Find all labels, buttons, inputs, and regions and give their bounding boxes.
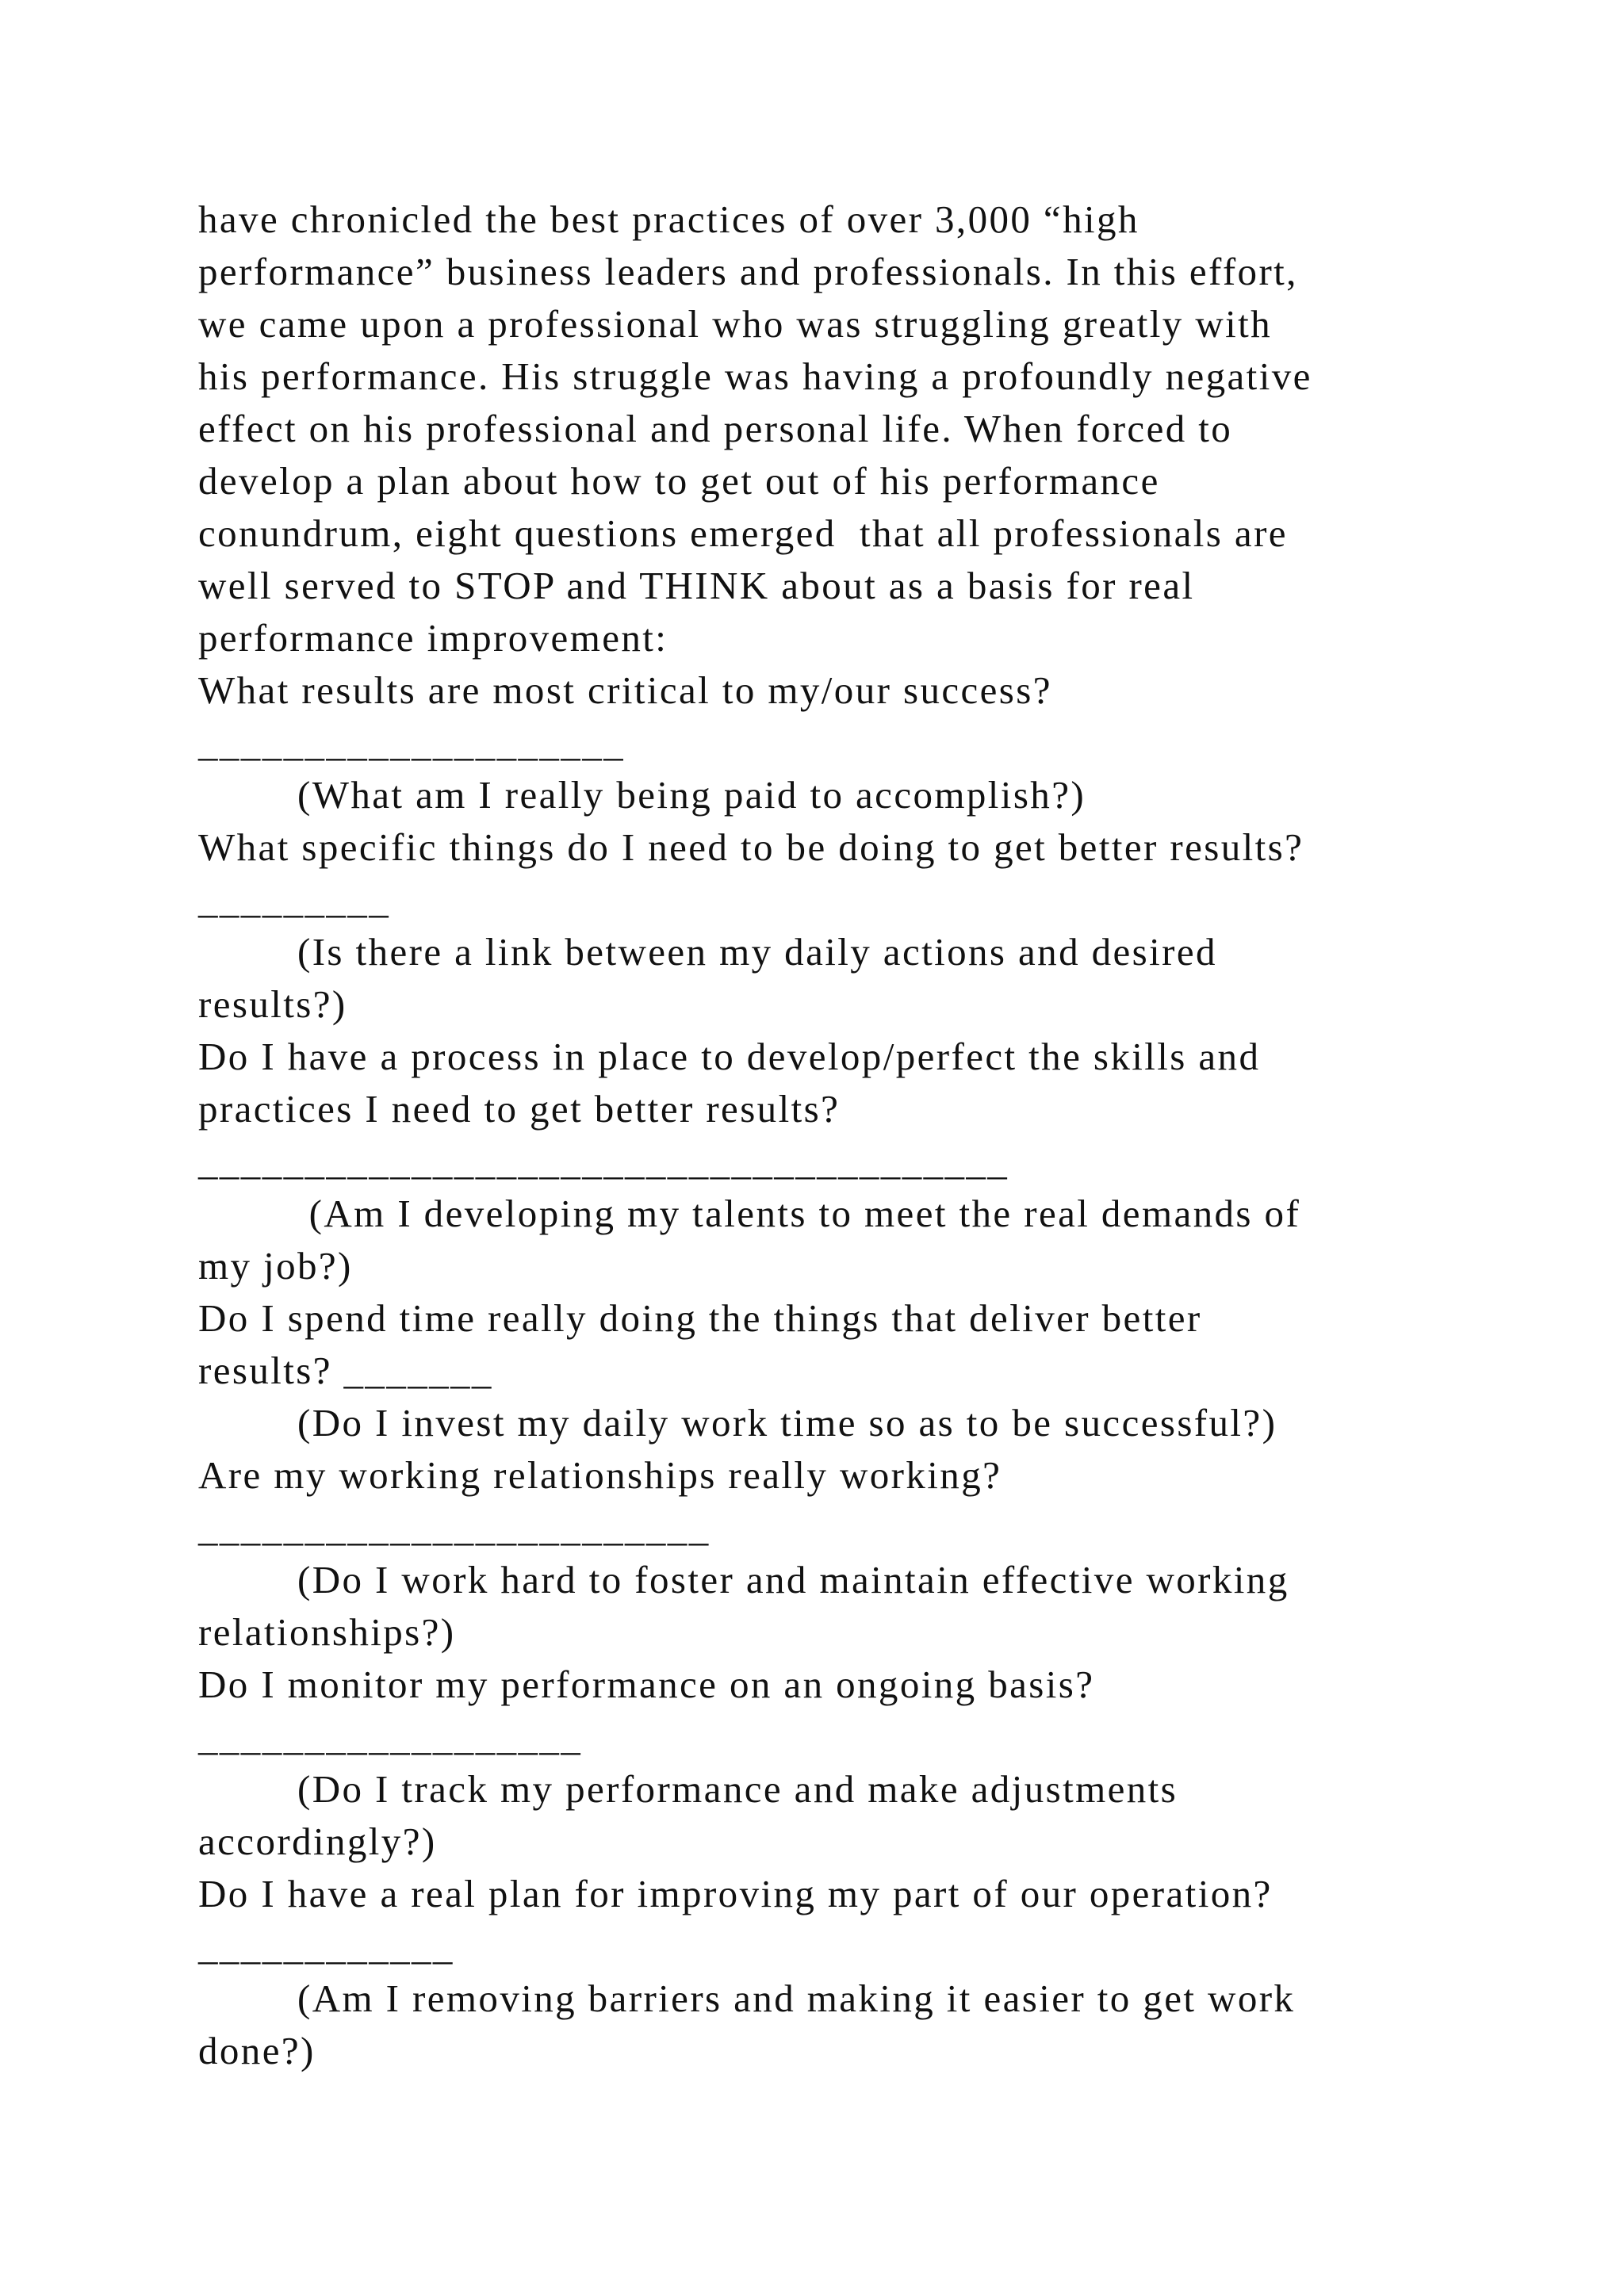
body-text	[198, 193, 1546, 2077]
intro-line: well served to STOP and THINK about as a basis for real	[198, 564, 1195, 607]
question-hint: done?)	[198, 2029, 316, 2072]
question-line: practices I need to get better results?	[198, 1087, 841, 1131]
question-line: Do I monitor my performance on an ongoing basis?	[198, 1663, 1095, 1706]
answer-blank: ______________________________________	[198, 1139, 1009, 1183]
question-line: Do I have a process in place to develop/perfect the skills and	[198, 1035, 1261, 1078]
question-hint: (Am I removing barriers and making it easier to get work	[297, 1976, 1296, 2020]
intro-line: performance” business leaders and professionals. In this effort,	[198, 250, 1298, 293]
intro-line: have chronicled the best practices of over 3,000 “high	[198, 197, 1139, 241]
intro-line: develop a plan about how to get out of his performance	[198, 459, 1160, 503]
answer-blank: __________________	[198, 1715, 583, 1758]
intro-line: performance improvement:	[198, 616, 668, 660]
question-hint: (Do I track my performance and make adjustments	[297, 1767, 1178, 1811]
question-hint: relationships?)	[198, 1610, 456, 1654]
question-hint: (Do I work hard to foster and maintain effective working	[297, 1558, 1289, 1601]
question-hint: accordingly?)	[198, 1820, 437, 1863]
intro-line: his performance. His struggle was having a profoundly negative	[198, 354, 1312, 398]
answer-blank: ________________________	[198, 1506, 710, 1549]
question-line: What specific things do I need to be doing to get better results?	[198, 825, 1304, 869]
intro-line: conundrum, eight questions emerged that all professionals are	[198, 511, 1288, 555]
question-hint: (What am I really being paid to accomplish?)	[297, 773, 1086, 817]
question-hint: my job?)	[198, 1244, 353, 1288]
question-hint: results?)	[198, 982, 347, 1026]
question-hint: (Am I developing my talents to meet the real demands of	[297, 1192, 1301, 1235]
question-hint: (Do I invest my daily work time so as to be successful?)	[297, 1401, 1277, 1445]
question-line: Do I spend time really doing the things that deliver better	[198, 1296, 1202, 1340]
question-line: Are my working relationships really working?	[198, 1453, 1002, 1497]
question-line: What results are most critical to my/our success?	[198, 668, 1052, 712]
answer-blank: results? _______	[198, 1349, 493, 1392]
answer-blank: ____________	[198, 1924, 454, 1968]
question-line: Do I have a real plan for improving my part of our operation?	[198, 1872, 1273, 1915]
answer-blank: ____________________	[198, 721, 625, 764]
intro-line: effect on his professional and personal life. When forced to	[198, 407, 1233, 450]
answer-blank: _________	[198, 878, 391, 921]
intro-line: we came upon a professional who was struggling greatly with	[198, 302, 1273, 346]
question-hint: (Is there a link between my daily actions and desired	[297, 930, 1217, 974]
